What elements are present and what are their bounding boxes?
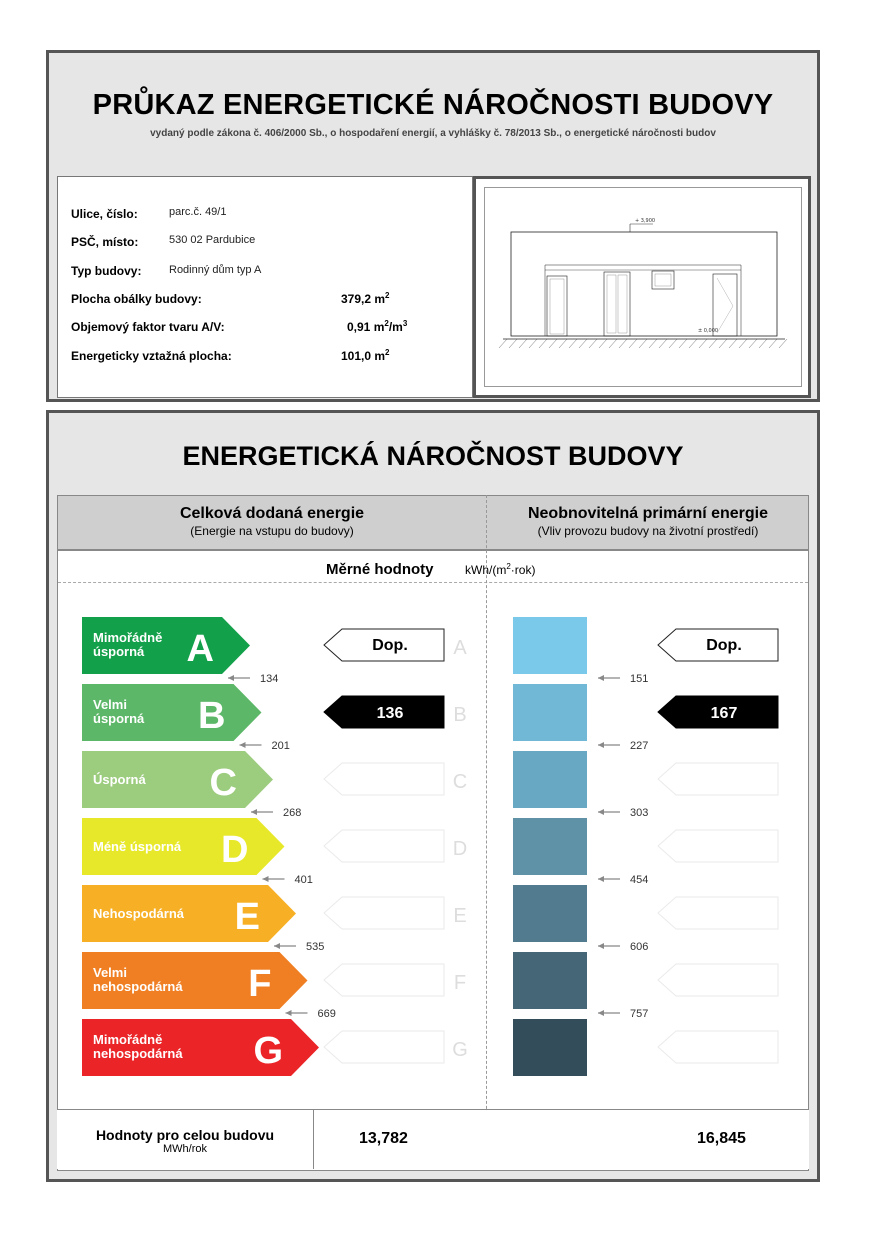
street-label: Ulice, číslo: bbox=[71, 207, 138, 221]
left-threshold-arrow-5-head bbox=[274, 943, 280, 949]
left-threshold-3: 268 bbox=[283, 807, 302, 819]
class-f-label-line1: Velmi bbox=[93, 965, 127, 980]
building-elevation-drawing bbox=[484, 187, 802, 387]
elevation-svg bbox=[485, 188, 803, 388]
left-threshold-5: 535 bbox=[306, 941, 325, 953]
class-watermark-e: E bbox=[453, 905, 467, 927]
right-threshold-arrow-4-head bbox=[598, 876, 604, 882]
right-threshold-arrow-6-head bbox=[598, 1010, 604, 1016]
primary-bar-b bbox=[513, 684, 587, 741]
right-heading: Neobnovitelná primární energie bbox=[527, 505, 769, 522]
left-threshold-2: 201 bbox=[271, 740, 290, 752]
column-divider bbox=[486, 495, 487, 1169]
left-threshold-arrow-4-head bbox=[263, 876, 269, 882]
right-threshold-arrow-1-head bbox=[598, 675, 604, 681]
type-value: Rodinný dům typ A bbox=[169, 264, 262, 276]
right-empty-indicator-e bbox=[658, 897, 778, 929]
building-drawing-box bbox=[473, 176, 811, 398]
class-letter-a: A bbox=[186, 628, 214, 670]
class-watermark-b: B bbox=[453, 704, 467, 726]
left-threshold-arrow-2-head bbox=[240, 742, 246, 748]
right-empty-indicator-f bbox=[658, 964, 778, 996]
primary-bar-e bbox=[513, 885, 587, 942]
left-heading: Celková dodaná energie bbox=[179, 505, 365, 522]
class-letter-c: C bbox=[209, 762, 237, 804]
performance-title: ENERGETICKÁ NÁROČNOST BUDOVY bbox=[182, 441, 684, 471]
class-watermark-a: A bbox=[453, 637, 467, 659]
envelope-value: 379,2 $m^2$ bbox=[341, 291, 390, 306]
level-mid-text: ± 0,000 bbox=[698, 328, 719, 334]
primary-bar-g bbox=[513, 1019, 587, 1076]
right-threshold-5: 606 bbox=[630, 941, 649, 953]
class-d-label: Méně úsporná bbox=[93, 839, 182, 854]
columns-header bbox=[57, 495, 809, 550]
class-b-label-line1: Velmi bbox=[93, 697, 127, 712]
footer-divider bbox=[313, 1110, 314, 1169]
left-empty-indicator-c bbox=[324, 763, 444, 795]
primary-bar-f bbox=[513, 952, 587, 1009]
whole-building-unit: MWh/rok bbox=[163, 1143, 207, 1155]
left-threshold-arrow-3-head bbox=[251, 809, 257, 815]
type-label: Typ budovy: bbox=[71, 264, 142, 278]
right-threshold-3: 303 bbox=[630, 807, 649, 819]
class-letter-g: G bbox=[253, 1030, 283, 1072]
whole-building-label: Hodnoty pro celou budovu bbox=[95, 1127, 275, 1143]
right-threshold-arrow-5-head bbox=[598, 943, 604, 949]
right-threshold-2: 227 bbox=[630, 740, 649, 752]
class-letter-f: F bbox=[248, 963, 272, 1005]
class-f-label-line2: nehospodárná bbox=[93, 979, 183, 994]
left-subheading: (Energie na vstupu do budovy) bbox=[190, 524, 354, 538]
left-dop-text: Dop. bbox=[372, 637, 408, 654]
right-subheading: (Vliv provozu budovy na životní prostředí) bbox=[537, 524, 759, 538]
class-watermark-d: D bbox=[452, 838, 468, 860]
whole-building-delivered: 13,782 bbox=[359, 1130, 408, 1147]
right-threshold-1: 151 bbox=[630, 673, 649, 685]
primary-bar-c bbox=[513, 751, 587, 808]
zip-value: 530 02 Pardubice bbox=[169, 234, 256, 246]
street-value: parc.č. 49/1 bbox=[169, 206, 227, 218]
class-e-label: Nehospodárná bbox=[93, 906, 185, 921]
energy-performance-frame bbox=[46, 410, 820, 1182]
class-g-label-line2: nehospodárná bbox=[93, 1046, 183, 1061]
left-threshold-4: 401 bbox=[294, 874, 313, 886]
building-info-box bbox=[57, 176, 473, 398]
right-threshold-4: 454 bbox=[630, 874, 649, 886]
right-dop-text: Dop. bbox=[706, 637, 742, 654]
left-empty-indicator-d bbox=[324, 830, 444, 862]
left-empty-indicator-f bbox=[324, 964, 444, 996]
envelope-label: Plocha obálky budovy: bbox=[71, 292, 202, 306]
class-watermark-f: F bbox=[453, 972, 467, 994]
primary-bar-a bbox=[513, 617, 587, 674]
shape-label: Objemový faktor tvaru A/V: bbox=[71, 320, 225, 334]
class-c-label: Úsporná bbox=[93, 772, 146, 787]
class-b-label-line2: úsporná bbox=[93, 711, 145, 726]
class-letter-e: E bbox=[234, 896, 260, 938]
certificate-subtitle: vydaný podle zákona č. 406/2000 Sb., o hospodaření energií, a vyhlášky č. 78/2013 Sb., o energetické náročnosti budov bbox=[150, 128, 716, 139]
certificate-title: PRŮKAZ ENERGETICKÉ NÁROČNOSTI BUDOVY bbox=[92, 89, 774, 121]
certificate-header-frame bbox=[46, 50, 820, 402]
left-threshold-1: 134 bbox=[260, 673, 279, 685]
rating-scale-svg bbox=[58, 551, 808, 1111]
left-empty-indicator-e bbox=[324, 897, 444, 929]
left-threshold-6: 669 bbox=[317, 1008, 336, 1020]
class-watermark-c: C bbox=[452, 771, 468, 793]
level-top-text: + 3,900 bbox=[635, 218, 656, 224]
left-threshold-arrow-6-head bbox=[286, 1010, 292, 1016]
left-value-text: 136 bbox=[376, 705, 404, 722]
specific-values-label: Měrné hodnoty bbox=[326, 561, 434, 578]
zip-label: PSČ, místo: bbox=[71, 235, 139, 249]
shape-value: 0,91 $m^2/m^3$ bbox=[347, 319, 408, 334]
right-threshold-arrow-3-head bbox=[598, 809, 604, 815]
right-threshold-arrow-2-head bbox=[598, 742, 604, 748]
specific-values-unit: kWh/$(m^2\cdot rok)$ bbox=[465, 562, 536, 577]
right-value-text: 167 bbox=[710, 705, 738, 722]
right-empty-indicator-c bbox=[658, 763, 778, 795]
right-threshold-6: 757 bbox=[630, 1008, 649, 1020]
left-empty-indicator-g bbox=[324, 1031, 444, 1063]
class-a-label-line1: Mimořádně bbox=[93, 630, 163, 645]
class-watermark-g: G bbox=[452, 1039, 468, 1061]
right-empty-indicator-d bbox=[658, 830, 778, 862]
class-a-label-line2: úsporná bbox=[93, 644, 145, 659]
area-label: Energeticky vztažná plocha: bbox=[71, 349, 232, 363]
class-letter-b: B bbox=[198, 695, 226, 737]
left-threshold-arrow-1-head bbox=[228, 675, 234, 681]
rating-scale-area bbox=[58, 551, 808, 1111]
class-letter-d: D bbox=[221, 829, 249, 871]
class-g-label-line1: Mimořádně bbox=[93, 1032, 163, 1047]
whole-building-row bbox=[57, 1109, 809, 1169]
rating-panel bbox=[57, 550, 809, 1171]
whole-building-primary: 16,845 bbox=[697, 1130, 746, 1147]
right-empty-indicator-g bbox=[658, 1031, 778, 1063]
primary-bar-d bbox=[513, 818, 587, 875]
area-value: 101,0 $m^2$ bbox=[341, 348, 390, 363]
